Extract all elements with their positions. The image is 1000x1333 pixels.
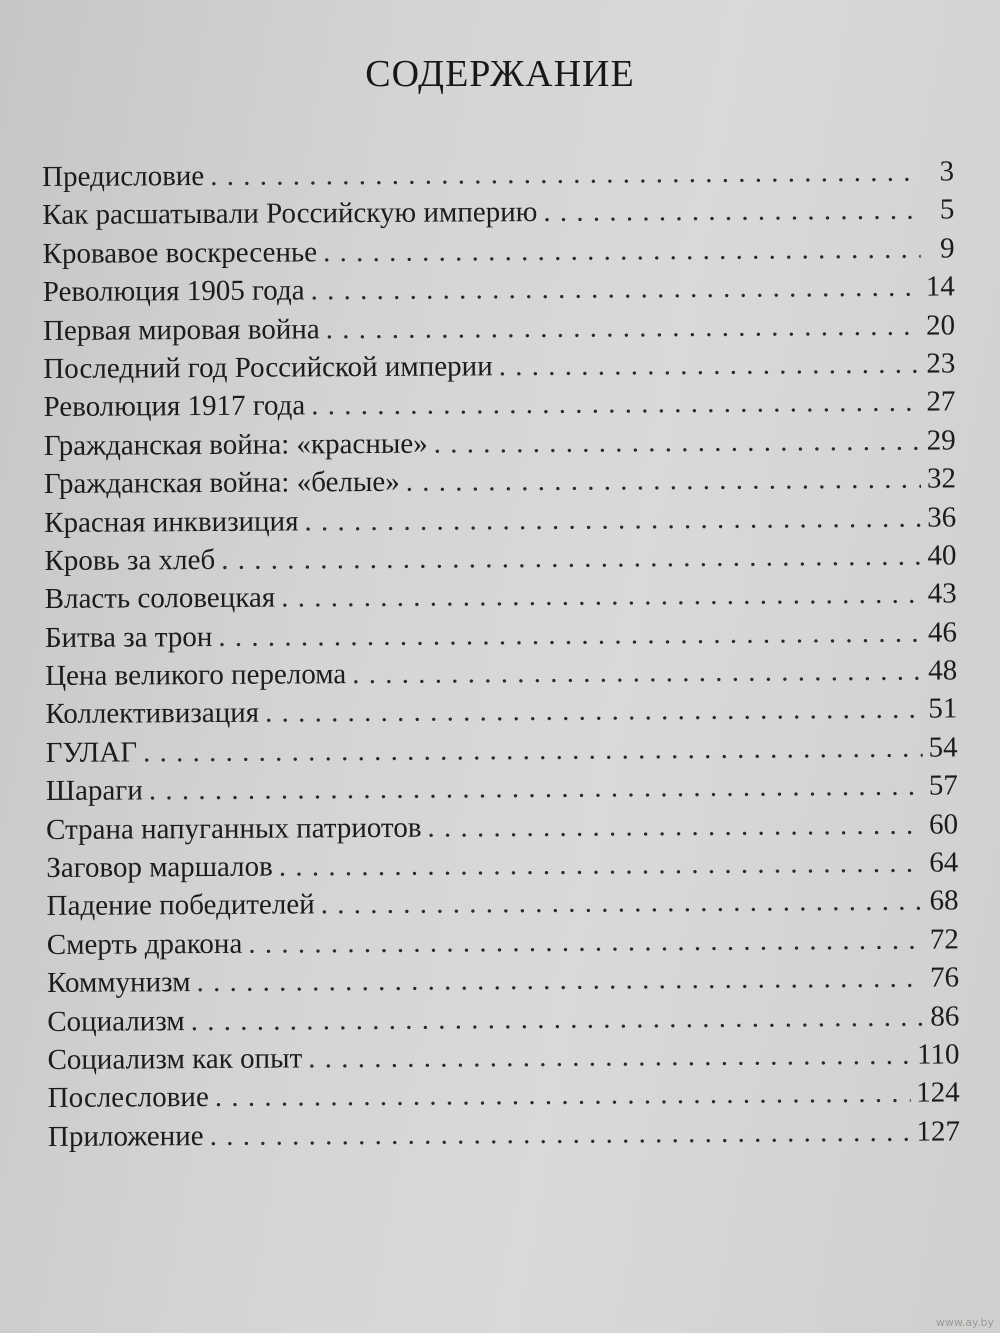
toc-entry-title: Приложение bbox=[47, 1119, 204, 1153]
toc-leader-dots bbox=[326, 306, 921, 348]
toc-entry-page: 48 bbox=[928, 654, 958, 687]
toc-entry-title: Смерть дракона bbox=[46, 927, 243, 961]
toc-entry bbox=[46, 805, 958, 849]
toc-entry bbox=[47, 959, 959, 1003]
toc-leader-dots bbox=[352, 652, 922, 694]
toc-entry-page: 68 bbox=[929, 884, 959, 918]
toc-leader-dots bbox=[281, 575, 922, 617]
toc-leader-dots bbox=[323, 229, 921, 271]
toc-leader-dots bbox=[308, 1036, 911, 1078]
toc-leader-dots bbox=[304, 498, 921, 540]
toc-leader-dots bbox=[215, 1074, 911, 1117]
toc-leader-dots bbox=[434, 421, 921, 462]
toc-entry bbox=[45, 651, 957, 695]
toc-entry bbox=[44, 460, 956, 504]
watermark: www.ay.by bbox=[935, 1316, 994, 1329]
toc-leader-dots bbox=[499, 345, 921, 386]
toc-leader-dots bbox=[221, 537, 922, 580]
toc-leader-dots bbox=[310, 268, 920, 310]
toc-entry-title: Революция 1917 года bbox=[43, 389, 306, 424]
toc-entry-page: 64 bbox=[929, 846, 959, 879]
toc-entry-page: 124 bbox=[916, 1076, 960, 1110]
toc-entry bbox=[44, 536, 956, 580]
toc-entry-title: Как расшатывали Российскую империю bbox=[42, 196, 538, 232]
toc-entry-page: 9 bbox=[939, 232, 955, 265]
toc-entry-page: 51 bbox=[928, 692, 958, 726]
table-of-contents bbox=[42, 152, 960, 1156]
toc-entry-title: Страна напуганных патриотов bbox=[46, 811, 422, 846]
toc-leader-dots bbox=[543, 191, 920, 232]
toc-entry-page: 110 bbox=[916, 1038, 960, 1071]
toc-entry-page: 86 bbox=[930, 1000, 960, 1033]
toc-entry bbox=[42, 152, 954, 196]
toc-entry bbox=[44, 498, 956, 542]
toc-entry-title: Кровавое воскресенье bbox=[42, 236, 318, 270]
toc-entry-title: Последний год Российской империи bbox=[43, 350, 493, 385]
toc-leader-dots bbox=[321, 882, 924, 924]
toc-entry-title: Власть соловецкая bbox=[44, 581, 276, 616]
toc-entry-page: 40 bbox=[927, 539, 957, 572]
toc-leader-dots bbox=[210, 153, 920, 196]
toc-entry-title: Предисловие bbox=[42, 160, 205, 193]
toc-entry-page: 5 bbox=[939, 193, 955, 226]
toc-entry-title: Кровь за хлеб bbox=[44, 543, 216, 577]
toc-leader-dots bbox=[427, 805, 923, 846]
toc-entry-page: 127 bbox=[916, 1115, 961, 1148]
toc-entry bbox=[43, 344, 955, 388]
toc-leader-dots bbox=[218, 613, 922, 656]
toc-entry-page: 32 bbox=[926, 462, 957, 495]
toc-leader-dots bbox=[196, 959, 924, 1002]
toc-entry-title: Революция 1905 года bbox=[42, 274, 305, 309]
toc-entry bbox=[47, 997, 959, 1041]
toc-entry-title: Коммунизм bbox=[46, 966, 191, 1000]
toc-entry-title: Социализм как опыт bbox=[47, 1042, 303, 1076]
toc-entry bbox=[48, 1074, 960, 1118]
toc-entry bbox=[46, 767, 958, 811]
toc-entry-page: 54 bbox=[928, 731, 958, 764]
toc-entry-page: 46 bbox=[927, 616, 958, 649]
toc-leader-dots bbox=[265, 690, 923, 732]
toc-entry-page: 23 bbox=[926, 347, 956, 380]
toc-entry bbox=[43, 306, 955, 350]
toc-entry-title: Падение победителей bbox=[46, 888, 315, 923]
toc-leader-dots bbox=[311, 383, 921, 425]
toc-entry bbox=[43, 383, 955, 427]
toc-entry bbox=[43, 268, 955, 312]
toc-entry-page: 76 bbox=[929, 961, 960, 994]
toc-entry bbox=[42, 191, 954, 235]
toc-leader-dots bbox=[406, 460, 921, 502]
toc-leader-dots bbox=[279, 844, 924, 886]
toc-entry bbox=[47, 920, 959, 964]
toc-entry-page: 43 bbox=[927, 577, 957, 610]
toc-entry bbox=[42, 229, 954, 273]
toc-entry-title: Битва за трон bbox=[44, 620, 213, 654]
toc-entry bbox=[47, 1035, 959, 1079]
toc-entry-page: 14 bbox=[925, 270, 955, 303]
toc-leader-dots bbox=[191, 997, 925, 1040]
toc-entry-title: Гражданская война: «белые» bbox=[43, 465, 400, 501]
toc-entry-title: ГУЛАГ bbox=[45, 736, 138, 769]
toc-entry-title: Коллективизация bbox=[45, 697, 260, 731]
toc-entry-title: Первая мировая война bbox=[42, 312, 320, 347]
toc-entry bbox=[46, 882, 958, 926]
toc-entry-title: Социализм bbox=[47, 1004, 185, 1038]
page-title: СОДЕРЖАНИЕ bbox=[365, 53, 635, 95]
toc-entry-page: 27 bbox=[926, 385, 956, 418]
toc-entry bbox=[45, 613, 957, 657]
toc-leader-dots bbox=[248, 920, 924, 963]
toc-leader-dots bbox=[210, 1112, 911, 1155]
toc-entry-title: Цена великого перелома bbox=[45, 658, 347, 693]
toc-entry bbox=[44, 421, 956, 465]
toc-entry bbox=[45, 690, 957, 734]
toc-entry bbox=[46, 843, 958, 887]
toc-entry-title: Красная инквизиция bbox=[44, 504, 299, 539]
toc-entry bbox=[48, 1112, 960, 1156]
toc-entry-page: 20 bbox=[925, 308, 956, 342]
toc-leader-dots bbox=[149, 767, 923, 810]
toc-entry bbox=[46, 728, 958, 772]
toc-entry-page: 60 bbox=[928, 808, 959, 841]
toc-entry-page: 3 bbox=[939, 155, 955, 188]
toc-entry-page: 72 bbox=[929, 923, 959, 956]
toc-entry-page: 36 bbox=[927, 500, 957, 534]
toc-entry-title: Послесловие bbox=[47, 1081, 209, 1115]
toc-entry bbox=[45, 575, 957, 619]
toc-entry-title: Шараги bbox=[45, 774, 143, 808]
toc-entry-page: 57 bbox=[928, 769, 958, 802]
toc-entry-page: 29 bbox=[926, 424, 956, 457]
toc-leader-dots bbox=[143, 728, 923, 771]
toc-entry-title: Гражданская война: «красные» bbox=[43, 427, 428, 462]
toc-entry-title: Заговор маршалов bbox=[46, 850, 273, 885]
